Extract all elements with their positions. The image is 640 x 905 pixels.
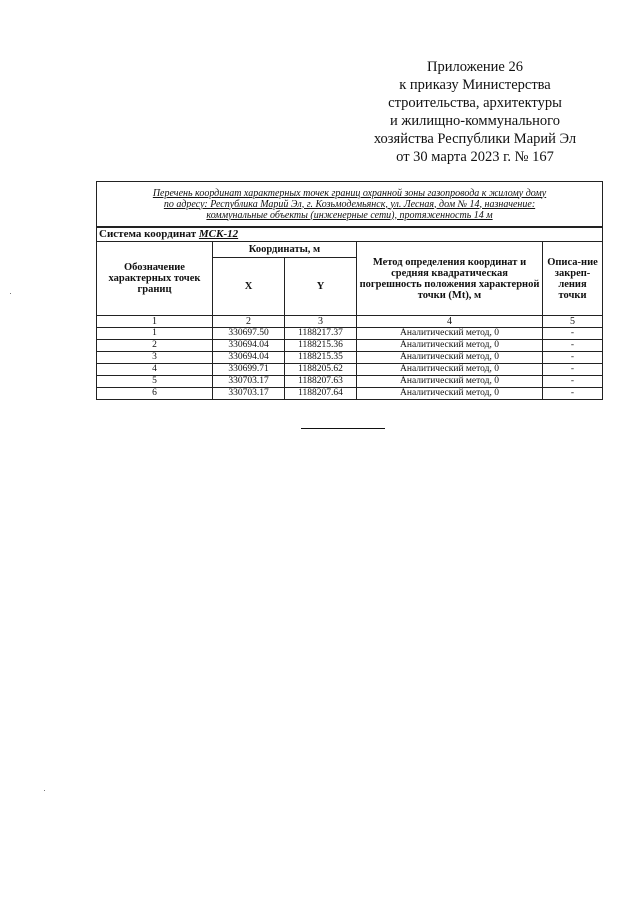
- col-header-point: Обозначение характерных точек границ: [97, 242, 213, 316]
- cell-point: 6: [97, 388, 213, 400]
- cell-y: 1188217.37: [285, 328, 357, 340]
- header-line: к приказу Министерства: [399, 77, 551, 93]
- cell-method: Аналитический метод, 0: [357, 340, 543, 352]
- table-title-line: коммунальные объекты (инженерные сети), протяженность 14 м: [206, 209, 493, 221]
- header-line: строительства, архитектуры: [388, 95, 562, 111]
- cell-desc: -: [543, 340, 603, 352]
- cell-desc: -: [543, 364, 603, 376]
- cell-point: 4: [97, 364, 213, 376]
- table-row: [97, 340, 603, 352]
- coordinate-system-label: Система координат: [99, 228, 199, 240]
- appendix-header: [360, 58, 590, 166]
- scan-speck: [10, 293, 11, 294]
- coordinates-table: [96, 181, 603, 400]
- header-line: Приложение 26: [427, 59, 523, 75]
- cell-method: Аналитический метод, 0: [357, 388, 543, 400]
- col-header-y: Y: [285, 258, 357, 316]
- cell-method: Аналитический метод, 0: [357, 328, 543, 340]
- col-header-desc: Описа-ние закреп-ления точки: [543, 242, 603, 316]
- separator-line: [301, 428, 385, 429]
- scan-speck: [44, 790, 45, 791]
- column-number: 3: [285, 316, 357, 328]
- column-number: 1: [97, 316, 213, 328]
- table-row: [97, 328, 603, 340]
- coordinate-system-value: МСК-12: [198, 228, 239, 240]
- table-title: [97, 182, 603, 228]
- col-header-method: Метод определения координат и средняя квадратическая погрешность положения характерной точки (Mt), м: [357, 242, 543, 316]
- cell-method: Аналитический метод, 0: [357, 364, 543, 376]
- cell-point: 5: [97, 376, 213, 388]
- cell-y: 1188207.64: [285, 388, 357, 400]
- col-header-x: X: [213, 258, 285, 316]
- table-row: [97, 376, 603, 388]
- table-title-line: по адресу: Республика Марий Эл, г. Козьмодемьянск, ул. Лесная, дом № 14, назначение:: [163, 198, 536, 210]
- header-line: от 30 марта 2023 г. № 167: [396, 149, 554, 165]
- cell-desc: -: [543, 352, 603, 364]
- cell-method: Аналитический метод, 0: [357, 352, 543, 364]
- cell-x: 330703.17: [213, 388, 285, 400]
- header-line: хозяйства Республики Марий Эл: [373, 131, 577, 147]
- column-number: 4: [357, 316, 543, 328]
- cell-point: 3: [97, 352, 213, 364]
- cell-method: Аналитический метод, 0: [357, 376, 543, 388]
- table-row: [97, 388, 603, 400]
- cell-x: 330694.04: [213, 352, 285, 364]
- cell-point: 1: [97, 328, 213, 340]
- column-number: 5: [543, 316, 603, 328]
- cell-x: 330697.50: [213, 328, 285, 340]
- cell-y: 1188215.35: [285, 352, 357, 364]
- cell-y: 1188205.62: [285, 364, 357, 376]
- cell-y: 1188215.36: [285, 340, 357, 352]
- table-row: [97, 364, 603, 376]
- cell-point: 2: [97, 340, 213, 352]
- cell-x: 330703.17: [213, 376, 285, 388]
- cell-x: 330699.71: [213, 364, 285, 376]
- cell-desc: -: [543, 388, 603, 400]
- column-numbers-row: [97, 316, 603, 328]
- column-number: 2: [213, 316, 285, 328]
- col-header-coords: Координаты, м: [213, 242, 357, 258]
- cell-desc: -: [543, 328, 603, 340]
- cell-x: 330694.04: [213, 340, 285, 352]
- cell-y: 1188207.63: [285, 376, 357, 388]
- cell-desc: -: [543, 376, 603, 388]
- table-row: [97, 352, 603, 364]
- table-title-line: Перечень координат характерных точек границ охранной зоны газопровода к жилому дому: [152, 187, 547, 199]
- coordinate-system: [97, 227, 603, 242]
- header-line: и жилищно-коммунального: [389, 113, 561, 129]
